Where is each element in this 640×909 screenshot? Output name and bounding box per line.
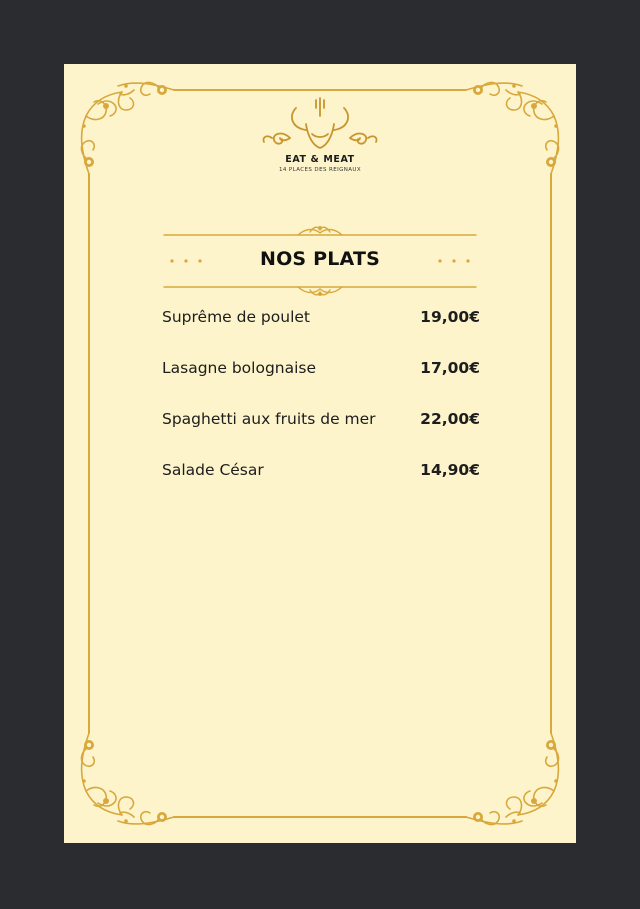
bull-head-icon: [250, 94, 390, 154]
menu-item: [162, 359, 480, 410]
section-header: [162, 224, 478, 298]
menu-page: [64, 64, 576, 843]
restaurant-logo: [64, 94, 576, 174]
restaurant-name: EAT & MEAT: [285, 154, 355, 165]
menu-item-name: Lasagne bolognaise: [162, 359, 317, 377]
menu-item-name: Suprême de poulet: [162, 308, 310, 326]
menu-item-name: Spaghetti aux fruits de mer: [162, 410, 376, 428]
section-title: NOS PLATS: [259, 248, 381, 270]
menu-item: [162, 308, 480, 359]
menu-item-price: 19,00€: [420, 308, 480, 326]
restaurant-address: 14 PLACES DES REIGNAUX: [278, 167, 362, 173]
menu-item-name: Salade César: [162, 461, 264, 479]
corner-ornament-bottom-right-icon: [466, 733, 558, 824]
menu-list: [162, 308, 480, 512]
menu-item-price: 14,90€: [420, 461, 480, 479]
menu-item: [162, 410, 480, 461]
corner-ornament-bottom-left-icon: [82, 733, 174, 824]
menu-item-price: 22,00€: [420, 410, 480, 428]
menu-item: [162, 461, 480, 512]
menu-item-price: 17,00€: [420, 359, 480, 377]
